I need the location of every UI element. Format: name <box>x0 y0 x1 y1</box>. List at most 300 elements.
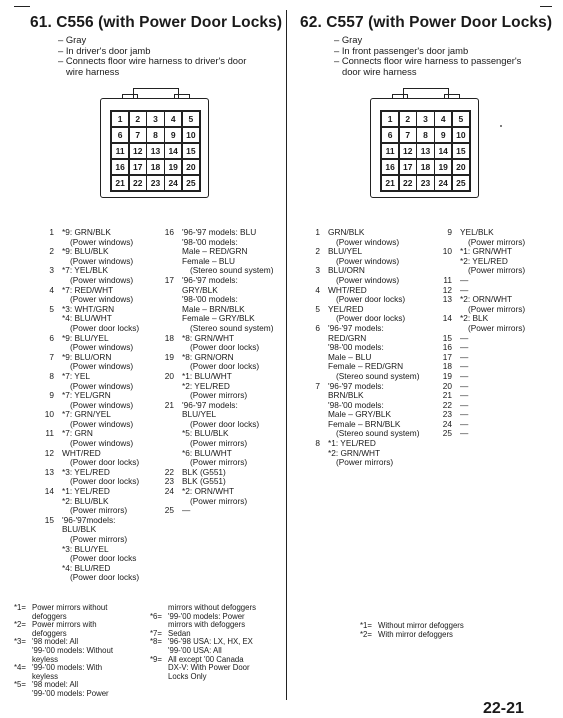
pin-description-line: YEL/RED <box>328 303 364 314</box>
pin-description-line: (Power door locks) <box>70 572 140 583</box>
footnote-text: '98 model: All <box>32 637 79 647</box>
pin-cell: 11 <box>382 144 398 158</box>
pin-description-line: BRN/BLK <box>328 390 364 401</box>
pin-cell: 12 <box>400 144 416 158</box>
pin-description-line: *7: YEL/BLK <box>62 265 108 276</box>
pin-number: 2 <box>315 246 320 257</box>
pin-entry <box>40 286 139 305</box>
pin-description-line: (Power door locks) <box>70 322 140 333</box>
connector-pin-grid <box>110 110 201 192</box>
c556-connector-diagram <box>100 88 210 198</box>
pin-description-line: *2: ORN/WHT <box>460 294 513 305</box>
pin-description-line: (Power windows) <box>70 342 134 353</box>
footnotes-mid <box>150 604 256 681</box>
footnote-text: Power mirrors without <box>32 603 108 612</box>
pin-number: 18 <box>164 332 174 343</box>
pin-description-line: GRN/BLK <box>328 227 365 237</box>
pin-number: 1 <box>315 227 320 237</box>
pin-cell: 3 <box>147 112 163 126</box>
pin-cell: 12 <box>130 144 146 158</box>
c557-connector-diagram <box>370 88 480 198</box>
pin-entry <box>160 506 273 516</box>
pin-description-line: '96-'97 models: BLU <box>182 227 257 237</box>
pin-description-line: (Power mirrors) <box>468 265 526 276</box>
pin-description-line: (Power door locks) <box>190 342 260 353</box>
pin-description-line: '98-'00 models: <box>328 342 384 353</box>
pin-cell: 2 <box>130 112 146 126</box>
pin-cell: 22 <box>130 176 146 190</box>
pin-entry <box>40 516 139 583</box>
pin-description-line: BLU/ORN <box>328 265 365 276</box>
pin-cell: 10 <box>453 128 469 142</box>
pin-cell: 6 <box>112 128 128 142</box>
c557-pin-list-col2 <box>438 228 525 439</box>
pin-description-line: Female – BRN/BLK <box>328 418 401 429</box>
footnotes-right <box>360 622 464 639</box>
pin-number: 9 <box>49 390 54 401</box>
pin-description-line: Male – BLU <box>328 351 372 362</box>
pin-entry <box>438 228 525 247</box>
stray-dot <box>500 125 502 127</box>
pin-entry <box>438 295 525 314</box>
pin-cell: 19 <box>435 160 451 174</box>
pin-cell: 14 <box>165 144 181 158</box>
c556-pin-list-col1 <box>40 228 139 583</box>
pin-description-line: '96-'97 models: <box>328 380 384 391</box>
pin-description-line: *2: YEL/RED <box>182 380 230 391</box>
pin-description-line: BLK (G551) <box>182 476 226 487</box>
pin-entry <box>40 247 139 266</box>
pin-description-line: — <box>460 332 469 343</box>
pin-description-line: *7: YEL <box>62 370 90 381</box>
pin-description-line: Female – BLU <box>182 255 236 266</box>
pin-cell: 13 <box>417 144 433 158</box>
pin-description-line: BLU/BLK <box>62 524 97 535</box>
pin-number: 2 <box>49 246 54 257</box>
pin-description-line: '98-'00 models: <box>182 236 238 247</box>
pin-description-line: *4: BLU/RED <box>62 562 111 573</box>
pin-number: 25 <box>164 505 174 516</box>
footnote <box>150 638 256 655</box>
pin-description-line: *8: GRN/WHT <box>182 332 235 343</box>
pin-description-line: (Power mirrors) <box>190 457 248 468</box>
pin-cell: 14 <box>435 144 451 158</box>
c556-description <box>58 35 246 77</box>
pin-description-line: *7: GRN <box>62 428 93 439</box>
pin-number: 1 <box>49 227 54 237</box>
pin-number: 17 <box>164 274 174 285</box>
pin-cell: 7 <box>130 128 146 142</box>
pin-cell: 10 <box>183 128 199 142</box>
pin-description-line: '96-'97models: <box>62 514 116 525</box>
footnote-key: *3= <box>14 637 26 647</box>
footnote-text: With mirror defoggers <box>378 629 453 639</box>
pin-description-line: BLK (G551) <box>182 466 226 477</box>
footnote-text: mirrors without defoggers <box>168 603 256 612</box>
pin-description-line: — <box>460 274 469 285</box>
footnote-key: *1= <box>14 603 26 612</box>
pin-entry <box>306 286 419 305</box>
pin-description-line: *3: BLU/YEL <box>62 543 109 554</box>
pin-description-line: (Power mirrors) <box>468 303 526 314</box>
pin-description-line: *2: BLU/BLK <box>62 495 109 506</box>
pin-description-line: '96-'97 models: <box>182 274 238 285</box>
pin-number: 3 <box>49 265 54 276</box>
pin-cell: 1 <box>112 112 128 126</box>
pin-cell: 20 <box>453 160 469 174</box>
footnote-text: All except '00 Canada <box>168 654 244 664</box>
pin-entry <box>40 487 139 516</box>
pin-entry <box>306 228 419 247</box>
pin-description-line: Male – BRN/BLK <box>182 303 245 314</box>
pin-number: 12 <box>44 447 54 458</box>
pin-description-line: (Power windows) <box>70 438 134 449</box>
pin-description-line: (Stereo sound system) <box>336 370 420 381</box>
pin-number: 9 <box>447 227 452 237</box>
pin-cell: 4 <box>165 112 181 126</box>
footnote-key: *5= <box>14 680 26 690</box>
pin-number: 7 <box>315 380 320 391</box>
pin-number: 13 <box>442 294 452 305</box>
pin-description-line: WHT/RED <box>328 284 367 295</box>
desc-line: – In driver's door jamb <box>58 44 151 56</box>
pin-number: 3 <box>315 265 320 276</box>
pin-number: 21 <box>442 390 452 401</box>
pin-description-line: *9: BLU/BLK <box>62 246 109 257</box>
pin-number: 23 <box>164 476 174 487</box>
footnote <box>14 621 113 638</box>
pin-description-line: *2: ORN/WHT <box>182 486 235 497</box>
footnote <box>14 638 113 664</box>
pin-description-line: (Power windows) <box>70 236 134 247</box>
pin-description-line: (Power windows) <box>70 361 134 372</box>
pin-description-line: (Power door locks) <box>70 457 140 468</box>
pin-entry <box>40 449 139 468</box>
pin-cell: 23 <box>147 176 163 190</box>
pin-entry <box>438 314 525 333</box>
pin-number: 11 <box>45 428 54 439</box>
pin-cell: 5 <box>453 112 469 126</box>
pin-number: 16 <box>164 227 174 237</box>
pin-entry <box>160 276 273 334</box>
footnote-text: '99-'00 models: Power <box>32 688 109 698</box>
pin-description-line: (Power door locks) <box>336 313 406 324</box>
pin-description-line: '96-'97 models: <box>328 322 384 333</box>
pin-description-line: — <box>460 418 469 429</box>
pin-description-line: — <box>460 361 469 372</box>
pin-number: 8 <box>49 370 54 381</box>
pin-entry <box>40 334 139 353</box>
pin-number: 18 <box>442 361 452 372</box>
footnote-text: Power mirrors with <box>32 620 97 630</box>
pin-number: 13 <box>44 466 54 477</box>
pin-number: 14 <box>442 313 452 324</box>
pin-description-line: — <box>460 428 469 439</box>
pin-entry <box>306 439 419 468</box>
column-divider <box>286 10 287 700</box>
pin-description-line: (Power windows) <box>336 255 400 266</box>
pin-description-line: *3: YEL/RED <box>62 466 110 477</box>
footnote-key: *1= <box>360 621 372 630</box>
pin-cell: 21 <box>382 176 398 190</box>
footnote-text: DX-V: With Power Door <box>168 663 250 673</box>
pin-description-line: YEL/BLK <box>460 227 494 237</box>
pin-description-line: *3: WHT/GRN <box>62 303 115 314</box>
c557-description <box>334 35 521 77</box>
top-rule-left <box>14 6 30 7</box>
footnote-text: Without mirror defoggers <box>378 621 464 630</box>
pin-entry <box>160 353 273 372</box>
footnote <box>360 631 464 640</box>
pin-description-line: — <box>460 370 469 381</box>
pin-number: 5 <box>315 303 320 314</box>
connector-pin-grid <box>380 110 471 192</box>
pin-entry <box>438 429 525 439</box>
footnote-key: *4= <box>14 663 26 673</box>
pin-description-line: (Power mirrors) <box>336 457 394 468</box>
pin-entry <box>40 410 139 429</box>
c556-pin-list-col2 <box>160 228 273 516</box>
pin-cell: 7 <box>400 128 416 142</box>
pin-description-line: BLU/YEL <box>182 409 217 420</box>
pin-description-line: — <box>460 284 469 295</box>
pin-entry <box>40 391 139 410</box>
pin-cell: 15 <box>183 144 199 158</box>
footnote-text: keyless <box>32 671 58 681</box>
pin-number: 20 <box>164 370 174 381</box>
pin-description-line: *6: BLU/WHT <box>182 447 232 458</box>
pin-description-line: '98-'00 models: <box>182 294 238 305</box>
pin-number: 12 <box>442 284 452 295</box>
pin-entry <box>306 305 419 324</box>
pin-description-line: Female – RED/GRN <box>328 361 404 372</box>
pin-entry <box>160 334 273 353</box>
pin-description-line: (Power mirrors) <box>190 390 248 401</box>
pin-description-line: *7: GRN/YEL <box>62 409 111 420</box>
pin-description-line: — <box>460 399 469 410</box>
pin-number: 15 <box>442 332 452 343</box>
pin-number: 14 <box>44 486 54 497</box>
pin-description-line: Male – GRY/BLK <box>328 409 392 420</box>
pin-cell: 5 <box>183 112 199 126</box>
pin-number: 6 <box>315 322 320 333</box>
c557-pin-list-col1 <box>306 228 419 468</box>
pin-cell: 11 <box>112 144 128 158</box>
pin-description-line: (Power door locks) <box>190 418 260 429</box>
pin-cell: 19 <box>165 160 181 174</box>
pin-description-line: GRY/BLK <box>182 284 218 295</box>
pin-cell: 25 <box>183 176 199 190</box>
footnote-key: *2= <box>14 620 26 630</box>
pin-cell: 8 <box>147 128 163 142</box>
pin-description-line: (Power windows) <box>336 274 400 285</box>
footnote-text: '99-'00 models: Power <box>168 611 245 621</box>
pin-number: 8 <box>315 438 320 449</box>
pin-number: 22 <box>164 466 174 477</box>
pin-entry <box>40 429 139 448</box>
pin-entry <box>160 487 273 506</box>
pin-description-line: — <box>460 380 469 391</box>
footnote <box>150 656 256 682</box>
pin-description-line: (Power windows) <box>70 294 134 305</box>
pin-description-line: (Power mirrors) <box>190 438 248 449</box>
pin-description-line: (Power mirrors) <box>468 236 526 247</box>
pin-description-line: (Power door locks <box>70 553 137 564</box>
pin-description-line: Female – GRY/BLK <box>182 313 255 324</box>
pin-description-line: *7: RED/WHT <box>62 284 114 295</box>
pin-description-line: (Power door locks) <box>190 361 260 372</box>
pin-entry <box>160 401 273 468</box>
pin-description-line: — <box>460 409 469 420</box>
pin-description-line: (Stereo sound system) <box>190 265 274 276</box>
footnote-key: *8= <box>150 637 162 647</box>
c556-heading: 61. C556 (with Power Door Locks) <box>30 14 283 31</box>
pin-cell: 25 <box>453 176 469 190</box>
pin-number: 7 <box>49 351 54 362</box>
pin-cell: 18 <box>147 160 163 174</box>
pin-description-line: WHT/RED <box>62 447 101 458</box>
pin-entry <box>40 468 139 487</box>
pin-description-line: *8: GRN/ORN <box>182 351 234 362</box>
pin-description-line: (Power windows) <box>70 255 134 266</box>
pin-description-line: (Power door locks) <box>336 294 406 305</box>
pin-cell: 1 <box>382 112 398 126</box>
pin-number: 19 <box>164 351 174 362</box>
pin-number: 23 <box>442 409 452 420</box>
pin-description-line: *9: BLU/YEL <box>62 332 109 343</box>
footnote-key: *6= <box>150 611 162 621</box>
footnote-text: defoggers <box>32 611 67 621</box>
pin-number: 20 <box>442 380 452 391</box>
c557-heading: 62. C557 (with Power Door Locks) <box>300 14 553 31</box>
pin-entry <box>306 324 419 382</box>
footnote-text: mirrors with defoggers <box>168 620 246 630</box>
pin-entry <box>306 382 419 440</box>
pin-number: 10 <box>442 246 452 257</box>
desc-line: – Gray <box>58 34 87 45</box>
pin-number: 21 <box>164 399 174 410</box>
pin-entry <box>40 353 139 372</box>
pin-cell: 2 <box>400 112 416 126</box>
pin-number: 10 <box>44 409 54 420</box>
footnote-text: '98 model: All <box>32 680 79 690</box>
pin-description-line: *9: BLU/ORN <box>62 351 112 362</box>
pin-description-line: — <box>460 390 469 401</box>
pin-cell: 6 <box>382 128 398 142</box>
desc-line: – Connects floor wire harness to driver's door <box>58 55 247 67</box>
pin-description-line: '96-'97 models: <box>182 399 238 410</box>
pin-cell: 24 <box>435 176 451 190</box>
pin-entry <box>40 372 139 391</box>
pin-cell: 3 <box>417 112 433 126</box>
pin-number: 25 <box>442 428 452 439</box>
page-number: 22-21 <box>483 700 524 717</box>
pin-cell: 17 <box>130 160 146 174</box>
footnotes-left <box>14 604 113 699</box>
desc-line: – Connects floor wire harness to passenger's <box>334 55 522 67</box>
pin-entry <box>438 247 525 276</box>
pin-cell: 22 <box>400 176 416 190</box>
pin-description-line: (Power windows) <box>70 399 134 410</box>
footnote-text: Locks Only <box>168 671 207 681</box>
pin-description-line: (Stereo sound system) <box>190 322 274 333</box>
pin-description-line: (Stereo sound system) <box>336 428 420 439</box>
footnote <box>14 681 113 698</box>
pin-description-line: Male – RED/GRN <box>182 246 248 257</box>
pin-cell: 15 <box>453 144 469 158</box>
pin-entry <box>40 305 139 334</box>
footnote-text: '96-'98 USA: LX, HX, EX <box>168 637 253 647</box>
pin-description-line: (Power mirrors) <box>190 495 248 506</box>
pin-cell: 4 <box>435 112 451 126</box>
pin-cell: 21 <box>112 176 128 190</box>
desc-line: wire harness <box>66 65 120 77</box>
pin-number: 6 <box>49 332 54 343</box>
pin-number: 11 <box>443 274 452 285</box>
pin-cell: 20 <box>183 160 199 174</box>
pin-description-line: (Power windows) <box>336 236 400 247</box>
pin-description-line: *2: GRN/WHT <box>328 447 381 458</box>
pin-number: 4 <box>49 284 54 295</box>
pin-cell: 16 <box>382 160 398 174</box>
footnote-text: '99-'00 models: Without <box>32 645 113 655</box>
footnote <box>14 604 113 621</box>
pin-description-line: *1: BLU/WHT <box>182 370 232 381</box>
pin-number: 5 <box>49 303 54 314</box>
desc-line: – Gray <box>334 34 363 45</box>
pin-description-line: *5: BLU/BLK <box>182 428 229 439</box>
pin-cell: 17 <box>400 160 416 174</box>
pin-description-line: (Power windows) <box>70 380 134 391</box>
pin-number: 19 <box>442 370 452 381</box>
pin-description-line: *7: YEL/GRN <box>62 390 111 401</box>
pin-description-line: (Power mirrors) <box>468 322 526 333</box>
pin-number: 15 <box>44 514 54 525</box>
pin-description-line: *1: YEL/RED <box>328 438 376 449</box>
pin-entry <box>160 372 273 401</box>
footnote-text: defoggers <box>32 628 67 638</box>
pin-number: 22 <box>442 399 452 410</box>
pin-cell: 9 <box>435 128 451 142</box>
pin-entry <box>306 247 419 266</box>
pin-number: 16 <box>442 342 452 353</box>
pin-cell: 8 <box>417 128 433 142</box>
footnote <box>14 664 113 681</box>
pin-number: 24 <box>442 418 452 429</box>
footnote-key: *2= <box>360 629 372 639</box>
top-rule-right <box>540 6 552 7</box>
pin-description-line: (Power door locks) <box>70 476 140 487</box>
pin-description-line: RED/GRN <box>328 332 367 343</box>
desc-line: – In front passenger's door jamb <box>334 44 469 56</box>
footnote-text: '99-'00 models: With <box>32 663 103 673</box>
pin-description-line: *2: YEL/RED <box>460 255 508 266</box>
pin-entry <box>306 266 419 285</box>
pin-cell: 23 <box>417 176 433 190</box>
pin-cell: 9 <box>165 128 181 142</box>
pin-description-line: *2: BLK <box>460 313 489 324</box>
pin-description-line: — <box>460 351 469 362</box>
pin-description-line: (Power mirrors) <box>70 534 128 544</box>
pin-description-line: — <box>182 505 191 516</box>
footnote-key: *9= <box>150 654 162 664</box>
pin-number: 4 <box>315 284 320 295</box>
pin-entry <box>40 266 139 285</box>
pin-entry <box>160 228 273 276</box>
pin-description-line: — <box>460 342 469 353</box>
pin-cell: 18 <box>417 160 433 174</box>
pin-entry <box>40 228 139 247</box>
